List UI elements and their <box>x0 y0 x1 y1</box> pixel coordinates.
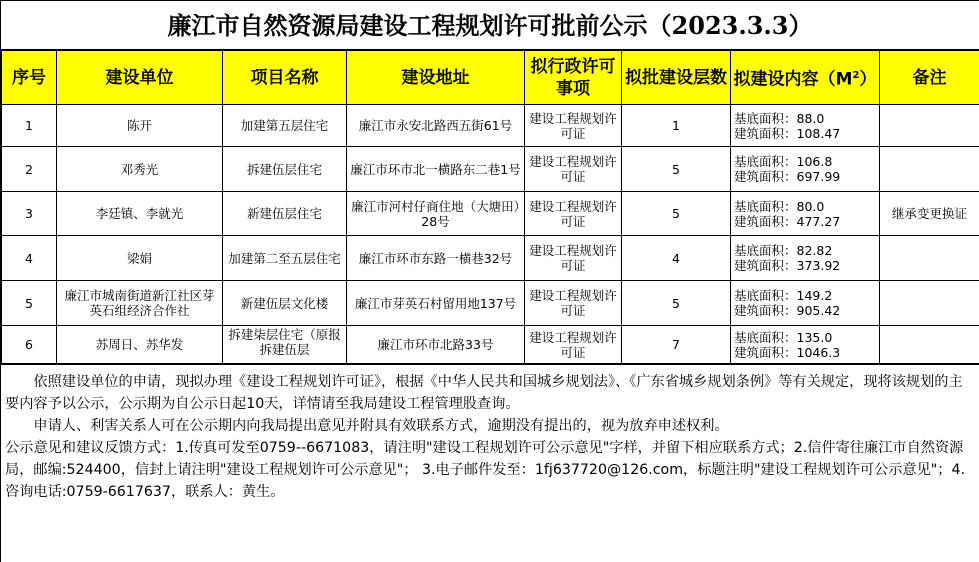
table-row <box>2 105 979 147</box>
cell-permit: 建设工程规划许可证 <box>525 326 622 364</box>
cell-permit: 建设工程规划许可证 <box>525 281 622 326</box>
cell-unit: 廉江市城南街道新江社区芽英石组经济合作社 <box>57 281 223 326</box>
cell-unit: 梁娟 <box>57 236 223 281</box>
cell-project: 新建伍层文化楼 <box>223 281 347 326</box>
header-remark: 备注 <box>880 51 979 105</box>
table-header-row <box>2 51 979 105</box>
cell-floors: 5 <box>622 192 731 236</box>
notice-feedback: 公示意见和建议反馈方式：1.传真可发至0759--6671083，请注明"建设工程规划许可公示意见"字样，并留下相应联系方式；2.信件寄往廉江市自然资源局，邮编:524400，信封上请注明"建设工程规划许可公示意见"； 3.电子邮件发至：1fj637720@126.com，标题注明"建设工程规划许可公示意见"；4.咨询电话:0759-6617637，联系人：黄生。 <box>5 440 966 500</box>
cell-remark <box>880 147 979 192</box>
cell-area <box>731 236 880 281</box>
table-row <box>2 236 979 281</box>
cell-project: 加建第五层住宅 <box>223 105 347 147</box>
cell-floors: 5 <box>622 281 731 326</box>
base-area: 基底面积：88.0 <box>734 110 825 126</box>
cell-unit: 邓秀光 <box>57 147 223 192</box>
cell-no: 4 <box>2 236 57 281</box>
notice-text <box>1 364 979 503</box>
cell-no: 2 <box>2 147 57 192</box>
cell-remark <box>880 105 979 147</box>
build-area: 建筑面积：905.42 <box>734 303 841 318</box>
header-address: 建设地址 <box>347 51 525 105</box>
base-area: 基底面积：149.2 <box>734 288 833 303</box>
build-area: 建筑面积：477.27 <box>734 213 841 229</box>
cell-no: 1 <box>2 105 57 147</box>
base-area: 基底面积：135.0 <box>734 329 833 345</box>
header-permit: 拟行政许可事项 <box>525 51 622 105</box>
cell-address: 廉江市永安北路西五街61号 <box>347 105 525 147</box>
cell-remark <box>880 236 979 281</box>
table-row <box>2 326 979 364</box>
cell-floors: 7 <box>622 326 731 364</box>
cell-permit: 建设工程规划许可证 <box>525 147 622 192</box>
header-project: 项目名称 <box>223 51 347 105</box>
cell-remark: 继承变更换证 <box>880 192 979 236</box>
cell-permit: 建设工程规划许可证 <box>525 236 622 281</box>
build-area: 建筑面积：1046.3 <box>734 344 841 360</box>
cell-address: 廉江市环市北路33号 <box>347 326 525 364</box>
base-area: 基底面积：106.8 <box>734 154 833 169</box>
base-area: 基底面积：82.82 <box>734 243 833 258</box>
cell-unit: 苏周日、苏华发 <box>57 326 223 364</box>
permit-table <box>1 50 979 364</box>
cell-project: 拆建伍层住宅 <box>223 147 347 192</box>
build-area: 建筑面积：373.92 <box>734 258 841 273</box>
cell-no: 3 <box>2 192 57 236</box>
cell-floors: 4 <box>622 236 731 281</box>
notice-paragraph: 依照建设单位的申请，现拟办理《建设工程规划许可证》，根据《中华人民共和国城乡规划法》、《广东省城乡规划条例》等有关规定，现将该规划的主要内容予以公示，公示期为自公示日起10天，详情请至我局建设工程管理股查询。 <box>5 374 963 412</box>
cell-area <box>731 281 880 326</box>
cell-area <box>731 326 880 364</box>
cell-permit: 建设工程规划许可证 <box>525 192 622 236</box>
header-unit: 建设单位 <box>57 51 223 105</box>
cell-area <box>731 147 880 192</box>
cell-area <box>731 192 880 236</box>
cell-address: 廉江市芽英石村留用地137号 <box>347 281 525 326</box>
cell-project: 新建伍层住宅 <box>223 192 347 236</box>
cell-no: 6 <box>2 326 57 364</box>
build-area: 建筑面积：108.47 <box>734 125 841 141</box>
table-row <box>2 147 979 192</box>
build-area: 建筑面积：697.99 <box>734 169 841 184</box>
cell-unit: 李廷镇、李就光 <box>57 192 223 236</box>
cell-unit: 陈开 <box>57 105 223 147</box>
header-floors: 拟批建设层数 <box>622 51 731 105</box>
cell-floors: 1 <box>622 105 731 147</box>
cell-area <box>731 105 880 147</box>
page-title: 廉江市自然资源局建设工程规划许可批前公示（2023.3.3） <box>1 0 979 50</box>
table-row <box>2 192 979 236</box>
cell-permit: 建设工程规划许可证 <box>525 105 622 147</box>
cell-floors: 5 <box>622 147 731 192</box>
cell-project: 拆建柒层住宅（原报拆建伍层 <box>223 326 347 364</box>
base-area: 基底面积：80.0 <box>734 198 825 214</box>
cell-remark <box>880 326 979 364</box>
table-row <box>2 281 979 326</box>
header-content: 拟建设内容$(M^2)$ <box>731 51 880 105</box>
cell-address: 廉江市环市东路一横巷32号 <box>347 236 525 281</box>
cell-project: 加建第二至五层住宅 <box>223 236 347 281</box>
cell-address: 廉江市环市北一横路东二巷1号 <box>347 147 525 192</box>
header-no: 序号 <box>2 51 57 105</box>
notice-paragraph: 申请人、利害关系人可在公示期内向我局提出意见并附具有效联系方式，逾期没有提出的，视为放弃申述权利。 <box>33 418 729 434</box>
cell-remark <box>880 281 979 326</box>
cell-no: 5 <box>2 281 57 326</box>
cell-address: 廉江市河村仔商住地（大塘田）28号 <box>347 192 525 236</box>
